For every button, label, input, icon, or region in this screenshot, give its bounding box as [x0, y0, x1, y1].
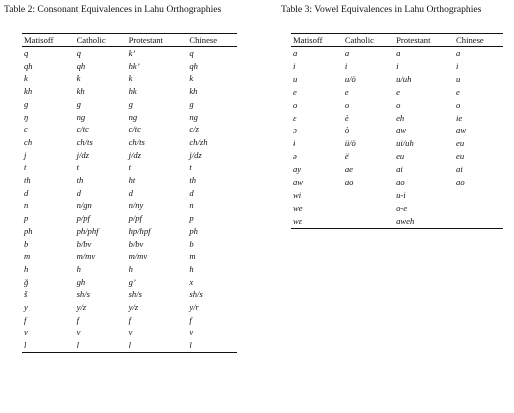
protestant-cell: ng	[128, 111, 138, 122]
matisoff-cell: ŋ	[24, 111, 29, 122]
protestant-cell: ch/ts	[128, 136, 145, 147]
chinese-cell: ng	[189, 111, 198, 122]
table-row	[22, 187, 237, 200]
table-row	[22, 314, 237, 327]
catholic-cell: è	[344, 112, 349, 123]
chinese-cell: f	[189, 314, 192, 325]
catholic-cell: ò	[344, 125, 350, 136]
catholic-cell: ë	[344, 151, 349, 162]
table-row	[291, 73, 503, 86]
catholic-cell: th	[76, 175, 84, 186]
table-row	[22, 263, 237, 276]
catholic-cell: l	[75, 339, 127, 352]
protestant-cell: b/bv	[128, 238, 144, 249]
table-row	[291, 163, 503, 176]
table-row	[22, 276, 237, 289]
matisoff-cell: y	[24, 302, 28, 313]
catholic-cell	[343, 202, 394, 215]
catholic-cell: sh/s	[76, 289, 90, 300]
table-row	[22, 212, 237, 225]
table-row	[291, 99, 503, 112]
table-row	[291, 112, 503, 125]
table-row	[22, 225, 237, 238]
matisoff-cell: ğ	[24, 276, 29, 287]
matisoff-cell: n	[24, 200, 29, 211]
matisoff-cell: l	[22, 339, 75, 352]
chinese-cell: b	[189, 238, 194, 249]
protestant-cell: eu	[396, 151, 405, 162]
protestant-cell: u/uh	[396, 73, 412, 84]
matisoff-cell: ay	[293, 164, 302, 175]
protestant-cell: sh/s	[128, 289, 142, 300]
column-header-chinese: Chinese	[454, 34, 503, 47]
catholic-cell: j/dz	[76, 149, 89, 160]
catholic-cell: kh	[76, 86, 85, 97]
matisoff-cell: ɔ	[293, 125, 297, 136]
catholic-cell: gh	[76, 276, 86, 287]
matisoff-cell: ph	[24, 225, 33, 236]
chinese-cell: sh/s	[189, 289, 203, 300]
protestant-cell: v	[128, 327, 133, 338]
table-row	[22, 199, 237, 212]
matisoff-cell: wɛ	[291, 215, 343, 228]
column-header-chinese: Chinese	[187, 34, 237, 47]
catholic-cell: ao	[344, 177, 354, 188]
protestant-cell: ht	[128, 175, 136, 186]
catholic-cell: a	[344, 48, 350, 58]
protestant-cell: ui/uh	[396, 138, 414, 149]
catholic-cell: c/tc	[76, 124, 89, 135]
chinese-cell: eu	[456, 151, 465, 162]
column-header-catholic: Catholic	[75, 34, 127, 47]
catholic-cell: ch/ts	[76, 136, 93, 147]
table-row	[291, 86, 503, 99]
chinese-cell: ai	[456, 164, 463, 175]
chinese-cell: ao	[456, 177, 465, 188]
matisoff-cell: a	[293, 48, 298, 58]
table-row	[22, 111, 237, 124]
matisoff-cell: h	[24, 263, 29, 274]
matisoff-cell: u	[293, 73, 298, 84]
catholic-cell: e	[344, 86, 349, 97]
protestant-cell: g	[128, 98, 133, 109]
table-row	[291, 150, 503, 163]
catholic-cell: ü/ö	[344, 138, 356, 149]
matisoff-cell: th	[24, 175, 31, 186]
table-row	[22, 288, 237, 301]
chinese-cell: q	[189, 48, 194, 58]
matisoff-cell: d	[24, 187, 29, 198]
vowel-table-caption: Table 3: Vowel Equivalences in Lahu Orthographies	[281, 4, 482, 15]
catholic-cell: f	[76, 314, 79, 325]
chinese-cell: y/r	[189, 302, 199, 313]
catholic-cell	[343, 189, 394, 202]
matisoff-cell: c	[24, 124, 28, 135]
table-row	[22, 123, 237, 136]
chinese-cell: c/z	[189, 124, 199, 135]
chinese-cell	[454, 202, 503, 215]
table-row	[291, 202, 503, 215]
protestant-cell: h	[128, 263, 133, 274]
matisoff-cell: q	[24, 48, 29, 58]
matisoff-cell: m	[24, 251, 31, 262]
chinese-cell: k	[189, 73, 194, 84]
chinese-cell: a	[456, 48, 461, 58]
chinese-cell: p	[189, 213, 194, 224]
consonant-table	[22, 33, 237, 353]
protestant-cell: y/z	[128, 302, 139, 313]
matisoff-cell: g	[24, 98, 29, 109]
catholic-cell: o	[344, 99, 350, 110]
matisoff-cell: ɨ	[293, 138, 296, 149]
chinese-cell: ie	[456, 112, 463, 123]
chinese-cell: aw	[456, 125, 467, 136]
table-row	[22, 149, 237, 162]
catholic-cell: y/z	[76, 302, 87, 313]
protestant-cell: j/dz	[128, 149, 141, 160]
catholic-cell	[343, 215, 394, 228]
protestant-cell: i	[396, 60, 399, 71]
catholic-cell: t	[76, 162, 79, 173]
column-header-matisoff: Matisoff	[22, 34, 75, 47]
protestant-cell: o	[396, 99, 401, 110]
chinese-cell	[454, 215, 503, 228]
protestant-cell: m/mv	[128, 251, 148, 262]
protestant-cell: c/tc	[128, 124, 141, 135]
protestant-cell: ao	[396, 177, 405, 188]
catholic-cell: qh	[76, 60, 86, 71]
column-header-protestant: Protestant	[394, 34, 454, 47]
table-row	[22, 85, 237, 98]
matisoff-cell: t	[24, 162, 27, 173]
table-row	[291, 60, 503, 73]
column-header-matisoff: Matisoff	[291, 34, 343, 47]
protestant-cell: d	[128, 187, 133, 198]
matisoff-cell: p	[24, 213, 29, 224]
matisoff-cell: k	[24, 73, 28, 84]
column-header-catholic: Catholic	[343, 34, 394, 47]
table-row	[22, 72, 237, 85]
matisoff-cell: qh	[24, 60, 33, 71]
table-row	[291, 47, 503, 60]
consonant-table-body	[22, 47, 237, 353]
chinese-cell: x	[189, 276, 194, 287]
catholic-cell: k	[76, 73, 81, 84]
chinese-cell: th	[189, 175, 197, 186]
matisoff-cell: e	[293, 86, 297, 97]
catholic-cell: u/ö	[344, 73, 356, 84]
chinese-cell	[454, 189, 503, 202]
protestant-cell: aw	[396, 125, 407, 136]
matisoff-cell: kh	[24, 86, 33, 97]
matisoff-cell: š	[24, 289, 28, 300]
chinese-cell: e	[456, 86, 460, 97]
table-row	[22, 136, 237, 149]
table-row	[22, 326, 237, 339]
protestant-cell: hk	[128, 86, 137, 97]
matisoff-cell: j	[24, 149, 27, 160]
catholic-cell: d	[76, 187, 81, 198]
chinese-cell: qh	[189, 60, 198, 71]
protestant-cell: eh	[396, 112, 405, 123]
protestant-cell: hp/hpf	[128, 225, 151, 236]
table-row	[291, 215, 503, 228]
protestant-cell: p/pf	[128, 213, 142, 224]
chinese-cell: ph	[189, 225, 198, 236]
catholic-cell: h	[76, 263, 81, 274]
catholic-cell: p/pf	[76, 213, 90, 224]
protestant-cell: k	[128, 73, 133, 84]
catholic-cell: v	[76, 327, 81, 338]
table-row	[291, 176, 503, 189]
table-row	[22, 98, 237, 111]
catholic-cell: ng	[76, 111, 86, 122]
chinese-cell: t	[189, 162, 192, 173]
matisoff-cell: ch	[24, 136, 33, 147]
catholic-cell: b/bv	[76, 238, 92, 249]
chinese-cell: eu	[456, 138, 465, 149]
chinese-cell: i	[456, 60, 459, 71]
table-row	[22, 250, 237, 263]
protestant-cell: t	[128, 162, 131, 173]
chinese-cell: ch/zh	[189, 136, 208, 147]
matisoff-cell: wi	[293, 189, 302, 200]
catholic-cell: g	[76, 98, 81, 109]
column-header-protestant: Protestant	[127, 34, 188, 47]
chinese-cell: u	[456, 73, 461, 84]
table-row	[22, 174, 237, 187]
catholic-cell: n/gn	[76, 200, 92, 211]
table-row	[291, 189, 503, 202]
table-row	[22, 60, 237, 73]
protestant-cell: aweh	[394, 215, 454, 228]
protestant-cell: hk’	[128, 60, 140, 71]
matisoff-cell: ə	[293, 151, 297, 162]
matisoff-cell: v	[24, 327, 28, 338]
matisoff-cell: b	[24, 238, 29, 249]
matisoff-cell: aw	[293, 177, 304, 188]
protestant-cell: g’	[128, 276, 136, 287]
table-row	[22, 47, 237, 60]
table-row	[22, 339, 237, 352]
chinese-cell: kh	[189, 86, 198, 97]
consonant-header-row	[22, 34, 237, 47]
chinese-cell: n	[189, 200, 194, 211]
matisoff-cell: we	[293, 202, 303, 213]
chinese-cell: h	[189, 263, 194, 274]
protestant-cell: u-i	[396, 189, 406, 200]
protestant-cell: ai	[396, 164, 403, 175]
protestant-cell: a	[396, 48, 401, 58]
vowel-header-row	[291, 34, 503, 47]
consonant-table-caption: Table 2: Consonant Equivalences in Lahu Orthographies	[4, 4, 222, 15]
table-row	[22, 238, 237, 251]
vowel-table-body	[291, 47, 503, 229]
chinese-cell: j/dz	[189, 149, 202, 160]
vowel-table-panel	[283, 4, 503, 229]
matisoff-cell: o	[293, 99, 298, 110]
table-row	[22, 161, 237, 174]
matisoff-cell: ɛ	[293, 112, 297, 123]
protestant-cell: l	[127, 339, 188, 352]
table-row	[291, 137, 503, 150]
catholic-cell: ph/phf	[76, 225, 99, 236]
protestant-cell: f	[128, 314, 131, 325]
chinese-cell: o	[456, 99, 461, 110]
protestant-cell: n/ny	[128, 200, 144, 211]
consonant-table-panel	[3, 4, 237, 353]
catholic-cell: q	[76, 48, 81, 58]
chinese-cell: v	[189, 327, 194, 338]
protestant-cell: o-e	[396, 202, 408, 213]
protestant-cell: e	[396, 86, 400, 97]
chinese-cell: m	[189, 251, 196, 262]
chinese-cell: l	[187, 339, 237, 352]
catholic-cell: i	[344, 60, 348, 71]
protestant-cell: k’	[128, 48, 136, 58]
catholic-cell: m/mv	[76, 251, 96, 262]
matisoff-cell: i	[293, 60, 296, 71]
chinese-cell: d	[189, 187, 194, 198]
table-row	[22, 301, 237, 314]
catholic-cell: ae	[344, 164, 353, 175]
matisoff-cell: f	[24, 314, 27, 325]
table-row	[291, 124, 503, 137]
vowel-table	[291, 33, 503, 229]
chinese-cell: g	[189, 98, 194, 109]
